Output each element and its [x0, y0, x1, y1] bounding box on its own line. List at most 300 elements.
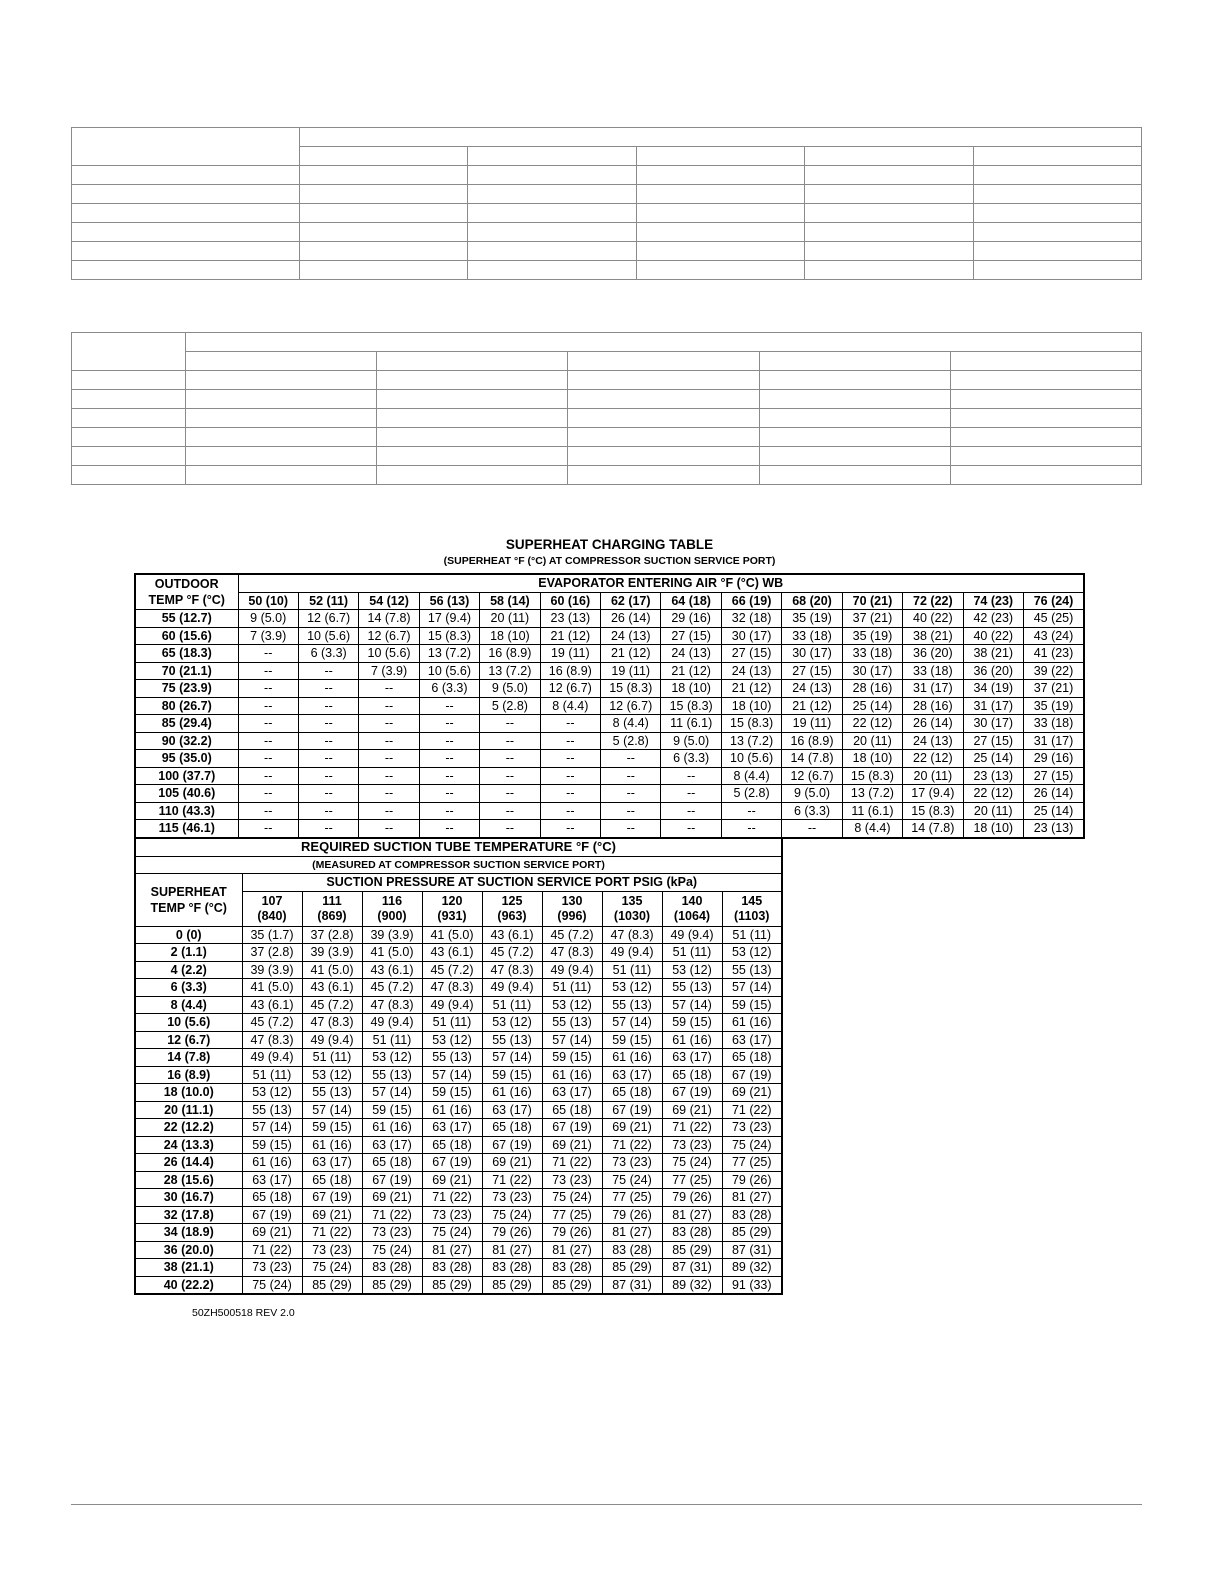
pressure-kpa: (900) [377, 908, 407, 923]
table-cell: 73 (23) [362, 1224, 422, 1242]
table-cell: 69 (21) [422, 1171, 482, 1189]
table-row [135, 1014, 782, 1032]
table-cell: 27 (15) [963, 732, 1023, 750]
table-cell: 89 (32) [722, 1259, 782, 1277]
wb-column-header: 52 (11) [298, 592, 358, 610]
table-cell: 38 (21) [963, 645, 1023, 663]
table-cell: 55 (13) [242, 1101, 302, 1119]
table-cell: 51 (11) [422, 1014, 482, 1032]
table-cell: 51 (11) [362, 1031, 422, 1049]
table-cell: 69 (21) [242, 1224, 302, 1242]
table-cell: 16 (8.9) [782, 732, 842, 750]
table-cell: 12 (6.7) [782, 767, 842, 785]
table-cell: 59 (15) [542, 1049, 602, 1067]
evaporator-air-header: EVAPORATOR ENTERING AIR °F (°C) WB [238, 574, 1084, 592]
wb-column-header: 70 (21) [842, 592, 902, 610]
table-cell: 20 (11) [842, 732, 902, 750]
pressure-kpa: (840) [257, 908, 287, 923]
row-header: 115 (46.1) [135, 820, 238, 838]
wb-column-header: 50 (10) [238, 592, 298, 610]
table-cell: 37 (21) [842, 610, 902, 628]
table-cell: 10 (5.6) [359, 645, 419, 663]
row-header: 100 (37.7) [135, 767, 238, 785]
table-row [135, 750, 1084, 768]
table-cell: 43 (24) [1023, 627, 1084, 645]
pressure-column-header [662, 891, 722, 926]
table-cell: -- [480, 767, 540, 785]
table-cell: 21 (12) [721, 680, 781, 698]
table-cell: -- [419, 732, 479, 750]
table-row [135, 1136, 782, 1154]
table-cell: -- [419, 785, 479, 803]
table-cell: 75 (24) [242, 1276, 302, 1294]
table-cell: 21 (12) [782, 697, 842, 715]
table-row [135, 1259, 782, 1277]
table-cell: 12 (6.7) [359, 627, 419, 645]
table-cell: 12 (6.7) [540, 680, 600, 698]
row-header: 32 (17.8) [135, 1206, 242, 1224]
table-cell: 83 (28) [722, 1206, 782, 1224]
table-cell: 87 (31) [662, 1259, 722, 1277]
table-cell: 11 (6.1) [842, 802, 902, 820]
table-cell: 9 (5.0) [782, 785, 842, 803]
pressure-column-header [602, 891, 662, 926]
table-cell: -- [721, 820, 781, 838]
table-cell: 67 (19) [302, 1189, 362, 1207]
row-header: 65 (18.3) [135, 645, 238, 663]
table-cell: 31 (17) [1023, 732, 1084, 750]
table-cell: 67 (19) [422, 1154, 482, 1172]
table-cell: 73 (23) [242, 1259, 302, 1277]
table-cell: 77 (25) [722, 1154, 782, 1172]
table-cell: 85 (29) [482, 1276, 542, 1294]
table-cell: 81 (27) [662, 1206, 722, 1224]
table-cell: 49 (9.4) [242, 1049, 302, 1067]
pressure-kpa: (963) [497, 908, 527, 923]
pressure-kpa: (1030) [613, 908, 651, 923]
table-cell: 79 (26) [662, 1189, 722, 1207]
pressure-column-header [242, 891, 302, 926]
table-cell: 12 (6.7) [298, 610, 358, 628]
table-cell: 59 (15) [602, 1031, 662, 1049]
table-cell: 53 (12) [722, 944, 782, 962]
table-row [135, 1154, 782, 1172]
table-cell: 30 (17) [721, 627, 781, 645]
table-cell: 33 (18) [1023, 715, 1084, 733]
table-cell: 61 (16) [602, 1049, 662, 1067]
table-cell: -- [298, 680, 358, 698]
table-cell: 67 (19) [662, 1084, 722, 1102]
table-cell: -- [480, 802, 540, 820]
table-cell: 57 (14) [722, 979, 782, 997]
table-cell: 25 (14) [1023, 802, 1084, 820]
table-cell: 81 (27) [602, 1224, 662, 1242]
row-header: 18 (10.0) [135, 1084, 242, 1102]
table-cell: -- [359, 715, 419, 733]
table-cell: 45 (7.2) [482, 944, 542, 962]
table-row [135, 1049, 782, 1067]
table-row [135, 1171, 782, 1189]
table-cell: 75 (24) [662, 1154, 722, 1172]
table-cell: 34 (19) [963, 680, 1023, 698]
row-header: 4 (2.2) [135, 961, 242, 979]
table-cell: 61 (16) [722, 1014, 782, 1032]
table-cell: 71 (22) [662, 1119, 722, 1137]
table-row [135, 1224, 782, 1242]
table-cell: 53 (12) [602, 979, 662, 997]
table-cell: 65 (18) [302, 1171, 362, 1189]
table-cell: -- [480, 715, 540, 733]
table-row [135, 680, 1084, 698]
pressure-kpa: (1103) [734, 908, 770, 923]
table-cell: -- [480, 820, 540, 838]
table-cell: 29 (16) [661, 610, 721, 628]
table-cell: 11 (6.1) [661, 715, 721, 733]
row-header: 95 (35.0) [135, 750, 238, 768]
table-cell: 69 (21) [302, 1206, 362, 1224]
table-cell: -- [419, 697, 479, 715]
table-cell: 10 (5.6) [419, 662, 479, 680]
table-row [135, 697, 1084, 715]
table-cell: 36 (20) [903, 645, 963, 663]
table-cell: -- [298, 697, 358, 715]
table-cell: 35 (19) [1023, 697, 1084, 715]
table-cell: 85 (29) [662, 1241, 722, 1259]
row-header: 40 (22.2) [135, 1276, 242, 1294]
table-row [135, 715, 1084, 733]
table-cell: -- [480, 785, 540, 803]
row-header: 105 (40.6) [135, 785, 238, 803]
pressure-column-header [482, 891, 542, 926]
required-suction-title: REQUIRED SUCTION TUBE TEMPERATURE °F (°C) [135, 838, 782, 856]
table-cell: 73 (23) [302, 1241, 362, 1259]
table-cell: 10 (5.6) [721, 750, 781, 768]
table-cell: 73 (23) [602, 1154, 662, 1172]
table-cell: -- [298, 662, 358, 680]
table-cell: -- [298, 820, 358, 838]
row-header: 38 (21.1) [135, 1259, 242, 1277]
table-cell: 18 (10) [842, 750, 902, 768]
table-cell: 15 (8.3) [842, 767, 902, 785]
row-header: 26 (14.4) [135, 1154, 242, 1172]
table-cell: 33 (18) [842, 645, 902, 663]
table-row [135, 610, 1084, 628]
table-cell: 30 (17) [963, 715, 1023, 733]
table-cell: 49 (9.4) [362, 1014, 422, 1032]
table-cell: 41 (23) [1023, 645, 1084, 663]
table-cell: 13 (7.2) [419, 645, 479, 663]
table-cell: 25 (14) [842, 697, 902, 715]
table-cell: -- [419, 802, 479, 820]
table-cell: 79 (26) [542, 1224, 602, 1242]
table-cell: -- [601, 802, 661, 820]
table-cell: 17 (9.4) [419, 610, 479, 628]
table-cell: -- [298, 767, 358, 785]
row-header: 28 (15.6) [135, 1171, 242, 1189]
table-cell: -- [238, 645, 298, 663]
table-cell: 7 (3.9) [238, 627, 298, 645]
table-cell: 59 (15) [302, 1119, 362, 1137]
table-cell: 59 (15) [242, 1136, 302, 1154]
table-cell: 69 (21) [362, 1189, 422, 1207]
table-cell: 6 (3.3) [782, 802, 842, 820]
table-cell: 17 (9.4) [903, 785, 963, 803]
table-cell: -- [721, 802, 781, 820]
superheat-charging-table [134, 573, 1085, 839]
table-cell: -- [359, 767, 419, 785]
table-cell: 57 (14) [302, 1101, 362, 1119]
table-cell: 31 (17) [903, 680, 963, 698]
table-cell: 85 (29) [542, 1276, 602, 1294]
table-cell: 23 (13) [540, 610, 600, 628]
table-cell: -- [540, 732, 600, 750]
table-cell: 55 (13) [542, 1014, 602, 1032]
table-row [135, 1084, 782, 1102]
wb-column-header: 64 (18) [661, 592, 721, 610]
table-cell: 47 (8.3) [242, 1031, 302, 1049]
table-cell: 73 (23) [662, 1136, 722, 1154]
table-cell: 43 (6.1) [482, 926, 542, 944]
table-cell: -- [540, 820, 600, 838]
table-cell: 77 (25) [662, 1171, 722, 1189]
table-cell: 37 (2.8) [302, 926, 362, 944]
table-cell: -- [601, 785, 661, 803]
table-cell: 5 (2.8) [601, 732, 661, 750]
table-cell: 63 (17) [722, 1031, 782, 1049]
table-cell: 55 (13) [302, 1084, 362, 1102]
table-cell: -- [359, 785, 419, 803]
table-cell: 45 (7.2) [362, 979, 422, 997]
table-cell: -- [359, 820, 419, 838]
table-row [135, 627, 1084, 645]
table-row [135, 662, 1084, 680]
table-cell: 21 (12) [601, 645, 661, 663]
table-cell: 65 (18) [542, 1101, 602, 1119]
table-cell: 26 (14) [1023, 785, 1084, 803]
table-cell: 39 (22) [1023, 662, 1084, 680]
table-cell: 83 (28) [422, 1259, 482, 1277]
table-cell: 13 (7.2) [721, 732, 781, 750]
table-cell: 61 (16) [242, 1154, 302, 1172]
table-cell: 41 (5.0) [302, 961, 362, 979]
table-cell: 61 (16) [362, 1119, 422, 1137]
table-cell: 81 (27) [482, 1241, 542, 1259]
wb-column-header: 72 (22) [903, 592, 963, 610]
table-cell: 57 (14) [662, 996, 722, 1014]
table-cell: 67 (19) [362, 1171, 422, 1189]
table-cell: 45 (7.2) [542, 926, 602, 944]
row-header: 16 (8.9) [135, 1066, 242, 1084]
table-cell: 21 (12) [540, 627, 600, 645]
table-cell: 63 (17) [362, 1136, 422, 1154]
table-row [135, 1276, 782, 1294]
table-cell: 38 (21) [903, 627, 963, 645]
table-cell: 9 (5.0) [238, 610, 298, 628]
row-header: 22 (12.2) [135, 1119, 242, 1137]
table-cell: 6 (3.3) [419, 680, 479, 698]
table-cell: 69 (21) [722, 1084, 782, 1102]
table-row [135, 785, 1084, 803]
table-cell: 75 (24) [602, 1171, 662, 1189]
table-cell: 23 (13) [963, 767, 1023, 785]
table-cell: 51 (11) [602, 961, 662, 979]
table-cell: 53 (12) [542, 996, 602, 1014]
pressure-psig: 125 [501, 893, 523, 908]
table-cell: 20 (11) [963, 802, 1023, 820]
table-cell: 61 (16) [422, 1101, 482, 1119]
table-cell: 63 (17) [422, 1119, 482, 1137]
table-cell: 57 (14) [482, 1049, 542, 1067]
table-cell: 18 (10) [480, 627, 540, 645]
table-cell: 63 (17) [302, 1154, 362, 1172]
table-cell: -- [419, 767, 479, 785]
table-cell: 65 (18) [242, 1189, 302, 1207]
table-cell: -- [298, 732, 358, 750]
row-header: 110 (43.3) [135, 802, 238, 820]
table-cell: 85 (29) [362, 1276, 422, 1294]
pressure-column-header [542, 891, 602, 926]
table-cell: -- [601, 767, 661, 785]
table-cell: 28 (16) [903, 697, 963, 715]
pressure-psig: 120 [441, 893, 463, 908]
row-header: 24 (13.3) [135, 1136, 242, 1154]
table-cell: 15 (8.3) [661, 697, 721, 715]
document-code: 50ZH500518 REV 2.0 [192, 1307, 295, 1319]
table-cell: 67 (19) [482, 1136, 542, 1154]
table-cell: 22 (12) [842, 715, 902, 733]
table-cell: 8 (4.4) [540, 697, 600, 715]
table-cell: -- [238, 785, 298, 803]
table-cell: 22 (12) [963, 785, 1023, 803]
table-cell: 5 (2.8) [480, 697, 540, 715]
row-header: 34 (18.9) [135, 1224, 242, 1242]
table-row [135, 1101, 782, 1119]
suction-pressure-header: SUCTION PRESSURE AT SUCTION SERVICE PORT PSIG (kPa) [242, 874, 782, 892]
table-cell: 69 (21) [482, 1154, 542, 1172]
table-cell: 33 (18) [782, 627, 842, 645]
table-cell: 81 (27) [422, 1241, 482, 1259]
wb-column-header: 54 (12) [359, 592, 419, 610]
table-cell: 14 (7.8) [903, 820, 963, 838]
table-cell: 63 (17) [542, 1084, 602, 1102]
table-cell: 20 (11) [903, 767, 963, 785]
table-cell: 53 (12) [362, 1049, 422, 1067]
table-row [135, 1031, 782, 1049]
table-cell: 81 (27) [542, 1241, 602, 1259]
table-cell: 63 (17) [482, 1101, 542, 1119]
table-cell: -- [238, 820, 298, 838]
table-cell: 8 (4.4) [721, 767, 781, 785]
table-cell: 18 (10) [963, 820, 1023, 838]
table-cell: 37 (21) [1023, 680, 1084, 698]
wb-column-header: 66 (19) [721, 592, 781, 610]
table-cell: 61 (16) [542, 1066, 602, 1084]
table-cell: 51 (11) [242, 1066, 302, 1084]
table-cell: 19 (11) [540, 645, 600, 663]
table-cell: 45 (7.2) [242, 1014, 302, 1032]
table-cell: 24 (13) [721, 662, 781, 680]
superheat-table-subtitle: (SUPERHEAT °F (°C) AT COMPRESSOR SUCTION SERVICE PORT) [443, 555, 776, 567]
table-cell: -- [359, 750, 419, 768]
row-header: 10 (5.6) [135, 1014, 242, 1032]
table-cell: -- [298, 802, 358, 820]
table-cell: 49 (9.4) [422, 996, 482, 1014]
table-cell: 55 (13) [662, 979, 722, 997]
table-cell: 49 (9.4) [302, 1031, 362, 1049]
table-cell: 9 (5.0) [480, 680, 540, 698]
table-row [135, 767, 1084, 785]
table-cell: 51 (11) [542, 979, 602, 997]
table-cell: 85 (29) [302, 1276, 362, 1294]
row-header: 14 (7.8) [135, 1049, 242, 1067]
table-cell: 35 (1.7) [242, 926, 302, 944]
row-header: 6 (3.3) [135, 979, 242, 997]
empty-grid-table-middle [71, 332, 1142, 485]
row-header: 85 (29.4) [135, 715, 238, 733]
outdoor-temp-header [135, 574, 238, 610]
row-header: 30 (16.7) [135, 1189, 242, 1207]
table-cell: 26 (14) [903, 715, 963, 733]
table-cell: 79 (26) [482, 1224, 542, 1242]
table-row [135, 996, 782, 1014]
superheat-header-line2: TEMP °F (°C) [150, 900, 227, 915]
table-cell: -- [298, 785, 358, 803]
table-cell: -- [238, 802, 298, 820]
superheat-header-line1: SUPERHEAT [150, 884, 227, 899]
table-cell: 24 (13) [661, 645, 721, 663]
pressure-column-header [302, 891, 362, 926]
table-cell: 53 (12) [662, 961, 722, 979]
table-cell: 59 (15) [722, 996, 782, 1014]
table-cell: 25 (14) [963, 750, 1023, 768]
table-cell: 51 (11) [302, 1049, 362, 1067]
table-cell: 27 (15) [1023, 767, 1084, 785]
table-cell: 35 (19) [782, 610, 842, 628]
outdoor-header-line2: TEMP °F (°C) [148, 593, 225, 607]
table-cell: -- [419, 820, 479, 838]
table-cell: 83 (28) [602, 1241, 662, 1259]
table-cell: 71 (22) [602, 1136, 662, 1154]
required-suction-tube-table [134, 837, 783, 1295]
table-cell: 41 (5.0) [242, 979, 302, 997]
pressure-column-header [722, 891, 782, 926]
pressure-kpa: (996) [557, 908, 587, 923]
table-cell: 15 (8.3) [419, 627, 479, 645]
table-cell: 49 (9.4) [542, 961, 602, 979]
table-cell: 47 (8.3) [542, 944, 602, 962]
table-cell: 65 (18) [422, 1136, 482, 1154]
table-cell: 12 (6.7) [601, 697, 661, 715]
table-cell: 55 (13) [422, 1049, 482, 1067]
table-cell: 47 (8.3) [602, 926, 662, 944]
pressure-kpa: (1064) [673, 908, 711, 923]
table-cell: 73 (23) [482, 1189, 542, 1207]
table-cell: 14 (7.8) [359, 610, 419, 628]
row-header: 90 (32.2) [135, 732, 238, 750]
table-cell: -- [661, 802, 721, 820]
row-header: 75 (23.9) [135, 680, 238, 698]
table-cell: -- [359, 680, 419, 698]
table-cell: 19 (11) [601, 662, 661, 680]
empty-grid-table-top [71, 127, 1142, 280]
table-cell: 40 (22) [903, 610, 963, 628]
table-cell: 24 (13) [782, 680, 842, 698]
wb-column-header: 60 (16) [540, 592, 600, 610]
table-row [135, 1066, 782, 1084]
table-cell: 71 (22) [542, 1154, 602, 1172]
table-cell: 27 (15) [661, 627, 721, 645]
table-cell: 79 (26) [722, 1171, 782, 1189]
